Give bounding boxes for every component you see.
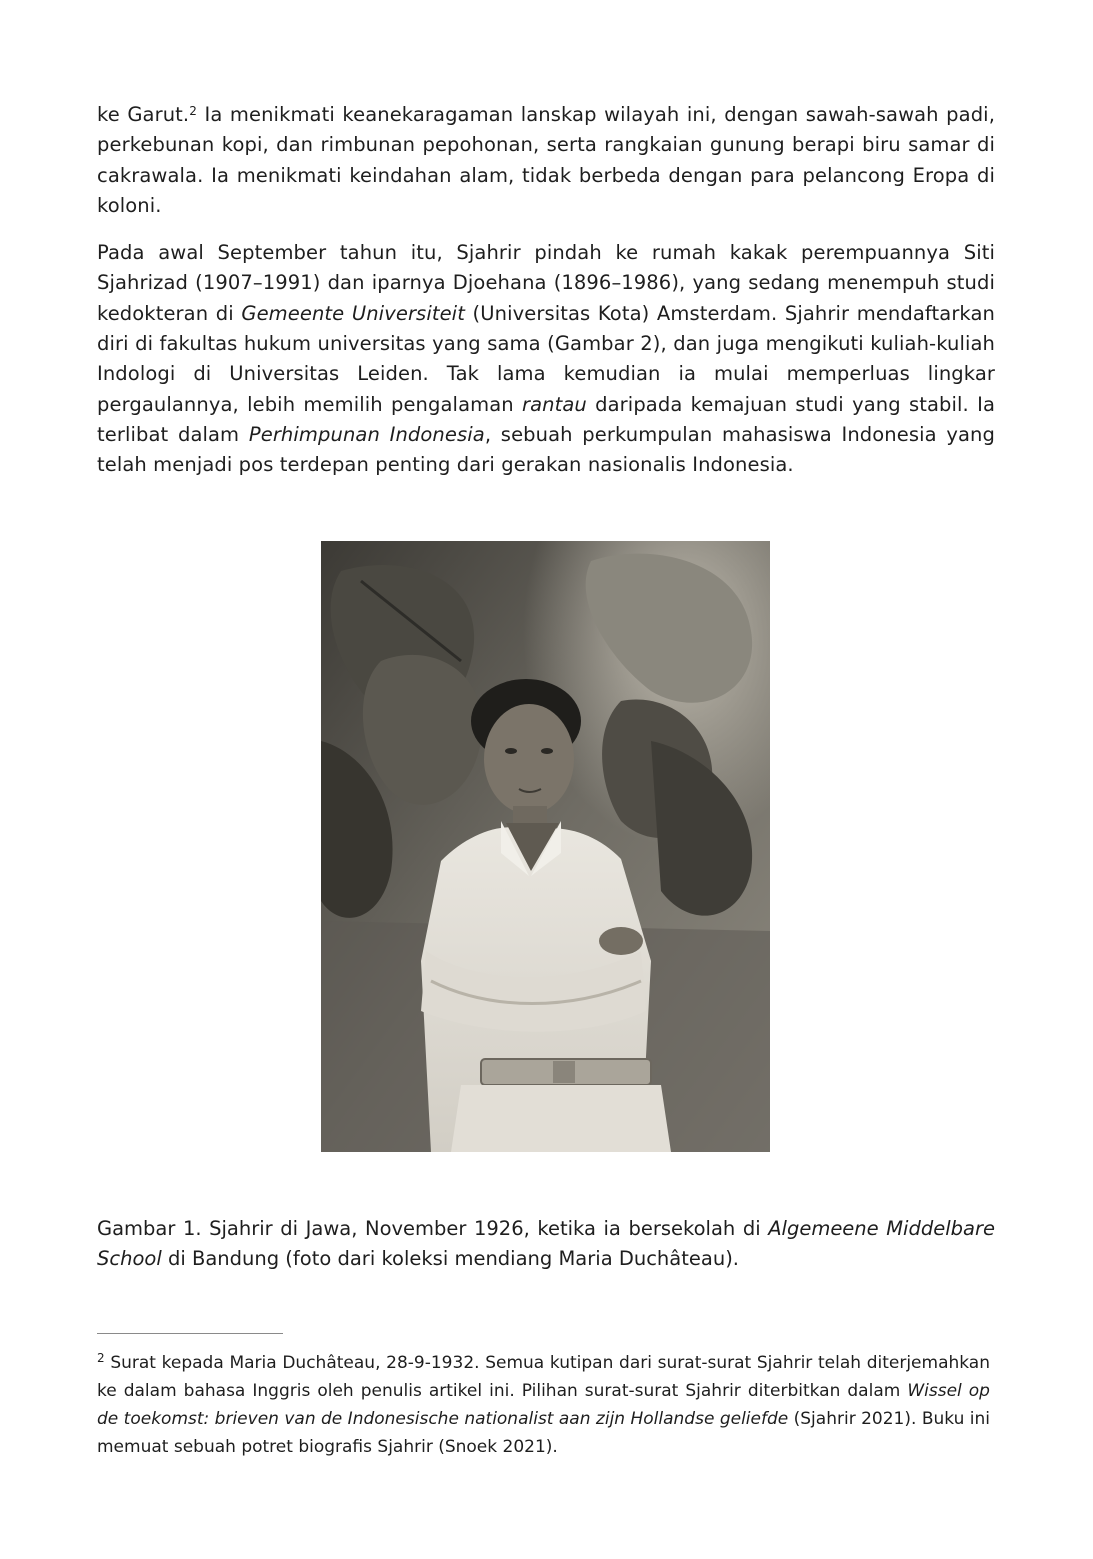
paragraph-2: Pada awal September tahun itu, Sjahrir pindah ke rumah kakak perempuannya Siti Sjahrizad (1907–1991) dan iparnya Djoehana (1896–1986), yang sedang menempuh studi kedokteran di Gemeente Universiteit (Universitas Kota) Amsterdam. Sjahrir mendaftarkan diri di fakultas hukum universitas yang sama (Gambar 2), dan juga mengikuti kuliah-kuliah Indologi di Universitas Leiden. Tak lama kemudian ia mulai memperluas lingkar pergaulannya, lebih memilih pengalaman rantau daripada kemajuan studi yang stabil. Ia terlibat dalam Perhimpunan Indonesia, sebuah perkumpulan mahasiswa Indonesia yang telah menjadi pos terdepan penting dari gerakan nasionalis Indonesia. bbox=[97, 241, 995, 477]
paragraph-1: ke Garut.$^2$ Ia menikmati keanekaragaman lanskap wilayah ini, dengan sawah-sawah padi, perkebunan kopi, dan rimbunan pepohonan, serta rangkaian gunung berapi biru samar di cakrawala. Ia menikmati keindahan alam, tidak berbeda dengan para pelancong Eropa di koloni. bbox=[97, 103, 995, 217]
portrait-photo bbox=[321, 541, 770, 1152]
footnote: $^2$ Surat kepada Maria Duchâteau, 28-9-1932. Semua kutipan dari surat-surat Sjahrir telah diterjemahkan ke dalam bahasa Inggris oleh penulis artikel ini. Pilihan surat-surat Sjahrir diterbitkan dalam Wissel op de toekomst: brieven van de Indonesische nationalist aan zijn Hollandse geliefde (Sjahrir 2021). Buku ini memuat sebuah potret biografis Sjahrir (Snoek 2021). bbox=[97, 1351, 990, 1457]
body-text bbox=[97, 100, 995, 481]
footnote-divider bbox=[97, 1333, 283, 1334]
figure-caption: Gambar 1. Sjahrir di Jawa, November 1926, ketika ia bersekolah di Algemeene Middelbare School di Bandung (foto dari koleksi mendiang Maria Duchâteau). bbox=[97, 1217, 995, 1271]
footnote-ref[interactable]: 2 bbox=[189, 104, 197, 118]
footnote-number: 2 bbox=[97, 1351, 105, 1365]
